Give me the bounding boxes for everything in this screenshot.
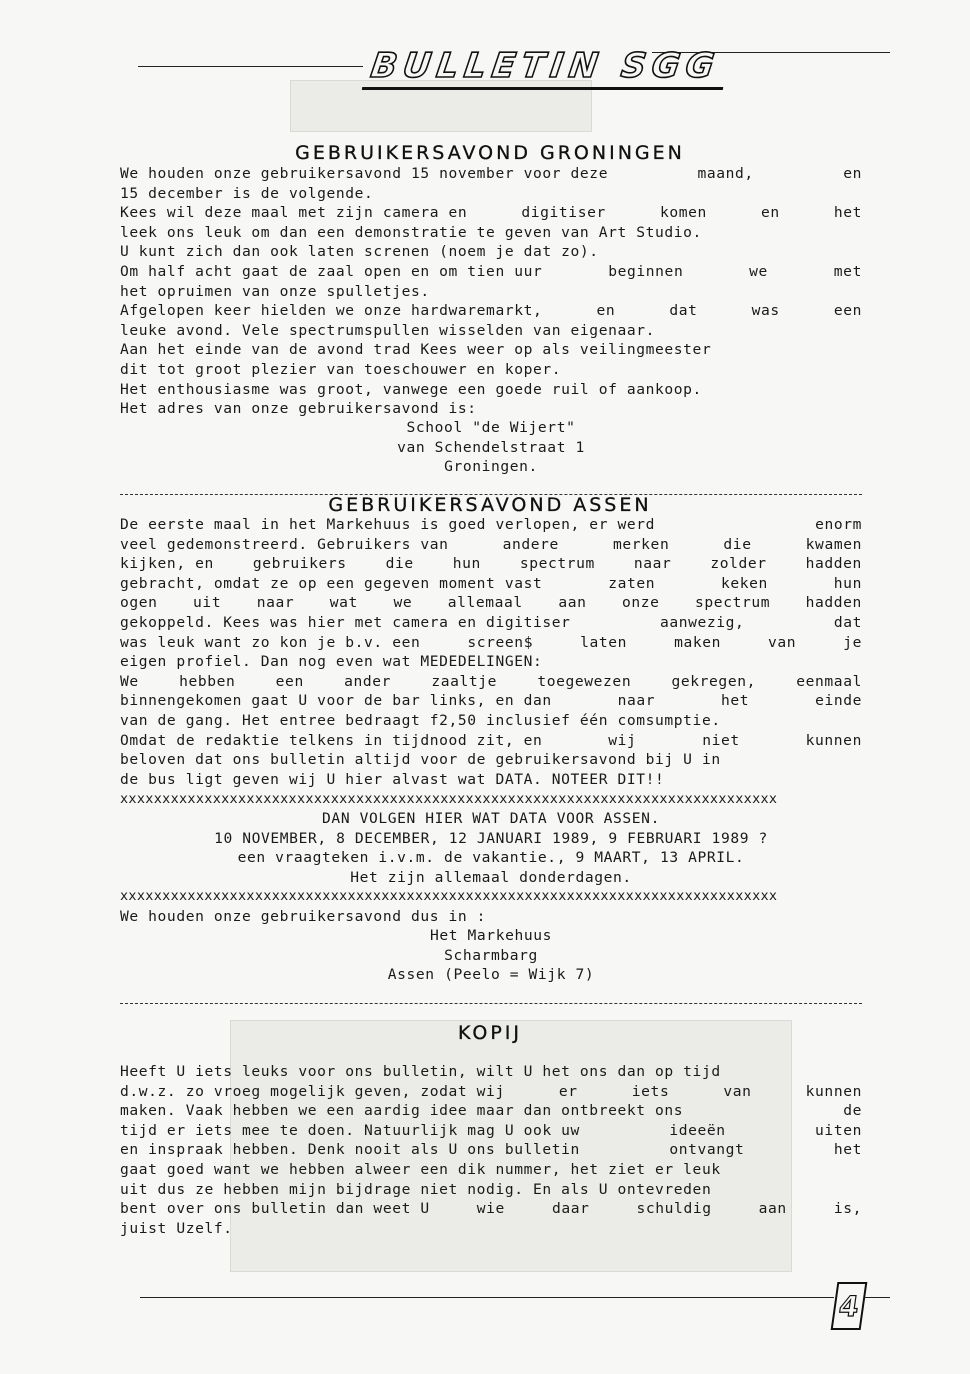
text-segment: met — [833, 262, 862, 280]
text-segment: aanwezig, — [659, 613, 745, 631]
text-line — [120, 1101, 862, 1121]
section-heading-groningen: GEBRUIKERSAVOND GRONINGEN — [295, 142, 685, 164]
text-line — [120, 1082, 862, 1102]
text-line: gaat goed want we hebben alweer een dik nummer, het ziet er leuk — [120, 1160, 721, 1178]
text-segment: een — [833, 302, 862, 320]
text-line: van de gang. Het entree bedraagt f2,50 inclusief één comsumptie. — [120, 711, 721, 729]
text-line — [120, 164, 862, 184]
text-segment: zaaltje — [431, 672, 498, 690]
text-segment: niet — [702, 731, 740, 749]
text-segment: er — [558, 1082, 578, 1100]
section-heading-assen: GEBRUIKERSAVOND ASSEN — [328, 494, 652, 516]
text-segment: onze — [621, 594, 660, 612]
text-segment: Kees wil deze maal met zijn camera en — [120, 204, 468, 222]
text-line — [120, 515, 862, 535]
text-segment: wat — [329, 594, 358, 612]
text-line: Scharmbarg — [444, 946, 538, 964]
text-line: U kunt zich dan ook laten screnen (noem je dat zo). — [120, 243, 599, 261]
text-segment: d.w.z. zo vroeg mogelijk geven, zodat wij — [120, 1082, 505, 1100]
text-segment: De eerste maal in het Markehuus is goed verlopen, er werd — [120, 516, 656, 533]
text-segment: einde — [815, 692, 862, 710]
text-segment: gekregen, — [671, 672, 756, 690]
text-line — [120, 672, 862, 692]
text-line — [120, 1121, 862, 1141]
text-segment: spectrum — [519, 555, 595, 573]
text-segment: spectrum — [695, 594, 771, 612]
text-line — [120, 613, 862, 633]
text-segment: zolder — [710, 555, 767, 573]
text-line: We houden onze gebruikersavond dus in : — [120, 908, 487, 925]
text-segment: naar — [633, 555, 672, 573]
text-segment: zaten — [608, 574, 656, 592]
intro-assen — [120, 907, 862, 927]
text-line: Het enthousiasme was groot, vanwege een goede ruil of aankoop. — [120, 380, 702, 398]
text-segment: komen — [659, 204, 707, 222]
text-segment: We houden onze gebruikersavond 15 november voor deze — [120, 165, 609, 182]
text-line — [120, 301, 862, 321]
text-line: 10 NOVEMBER, 8 DECEMBER, 12 JANUARI 1989, 9 FEBRUARI 1989 ? — [214, 829, 768, 847]
text-line: juist Uzelf. — [120, 1219, 233, 1237]
text-segment: toegewezen — [537, 672, 632, 690]
text-line: uit dus ze hebben mijn bijdrage niet nodig. En als U ontevreden — [120, 1180, 712, 1198]
text-segment: die — [723, 535, 752, 553]
text-line: Het adres van onze gebruikersavond is: — [120, 400, 477, 418]
text-line: School "de Wijert" — [406, 419, 576, 436]
text-segment: een — [275, 672, 304, 690]
text-segment: keken — [721, 574, 768, 592]
text-segment: het — [721, 692, 750, 710]
text-line: eigen profiel. Dan nog even wat MEDEDELINGEN: — [120, 653, 543, 671]
text-segment: was leuk want zo kon je b.v. een — [120, 633, 421, 651]
text-segment: iets — [631, 1082, 670, 1100]
dates-assen — [120, 809, 862, 887]
address-groningen — [120, 418, 862, 477]
text-segment: veel gedemonstreerd. Gebruikers van — [120, 535, 449, 553]
text-segment: daar — [551, 1200, 590, 1218]
text-segment: kunnen — [805, 731, 862, 749]
text-segment: is, — [833, 1200, 862, 1218]
text-line — [120, 691, 862, 711]
text-segment: van — [768, 633, 797, 651]
text-line: het opruimen van onze spulletjes. — [120, 282, 430, 300]
address-assen — [120, 926, 862, 985]
text-segment: maken — [674, 633, 721, 651]
text-segment: naar — [617, 692, 656, 710]
text-segment: Om half acht gaat de zaal open en om tien uur — [120, 262, 543, 280]
text-line: Het Markehuus — [429, 927, 553, 944]
text-segment: het — [833, 204, 862, 222]
text-segment: digitiser — [521, 204, 606, 222]
text-segment: ideeën — [669, 1121, 726, 1139]
text-line: 15 december is de volgende. — [120, 184, 374, 202]
text-segment: enorm — [815, 516, 862, 533]
text-segment: We — [120, 672, 139, 690]
text-segment: het — [833, 1141, 862, 1159]
text-segment: beginnen — [608, 262, 684, 280]
text-line: de bus ligt geven wij U hier alvast wat DATA. NOTEER DIT!! — [120, 770, 665, 788]
text-segment: en — [596, 302, 616, 320]
text-segment: aan — [558, 594, 587, 612]
text-segment: gekoppeld. Kees was hier met camera en digitiser — [120, 613, 571, 631]
text-segment: wie — [476, 1200, 505, 1218]
text-segment: wij — [608, 731, 637, 749]
x-row: xxxxxxxxxxxxxxxxxxxxxxxxxxxxxxxxxxxxxxxxxxxxxxxxxxxxxxxxxxxxxxxxxxxxxxxxxxxxxx — [120, 791, 778, 807]
text-line — [120, 1140, 862, 1160]
text-segment: van — [723, 1082, 752, 1100]
x-divider-bottom — [120, 887, 862, 907]
footer-rule — [140, 1297, 834, 1298]
x-row: xxxxxxxxxxxxxxxxxxxxxxxxxxxxxxxxxxxxxxxxxxxxxxxxxxxxxxxxxxxxxxxxxxxxxxxxxxxxxx — [120, 888, 778, 904]
text-line: Heeft U iets leuks voor ons bulletin, wilt U het ons dan op tijd — [120, 1063, 721, 1080]
text-line: Het zijn allemaal donderdagen. — [350, 868, 632, 886]
text-segment: eenmaal — [796, 672, 862, 690]
text-segment: naar — [256, 594, 295, 612]
text-line — [120, 554, 862, 574]
section-body-groningen — [120, 164, 862, 419]
text-segment: bent over ons bulletin dan weet U — [120, 1200, 430, 1218]
text-line: leek ons leuk om dan een demonstratie te geven van Art Studio. — [120, 223, 702, 241]
text-segment: we — [393, 594, 413, 612]
text-line: Groningen. — [444, 458, 538, 476]
text-segment: ontvangt — [669, 1141, 745, 1159]
text-segment: maand, — [697, 165, 754, 182]
text-segment: binnengekomen gaat U voor de bar links, en dan — [120, 692, 552, 710]
text-segment: hun — [452, 555, 481, 573]
text-segment: dat — [669, 302, 698, 320]
text-segment: tijd er iets mee te doen. Natuurlijk mag U ook uw — [120, 1121, 580, 1139]
text-segment: hun — [833, 574, 862, 592]
text-line — [120, 593, 862, 613]
text-segment: gebruikers — [252, 555, 347, 573]
page-number: 4 — [831, 1282, 868, 1330]
masthead-logo — [365, 46, 726, 88]
text-segment: andere — [502, 535, 559, 553]
x-divider-top — [120, 790, 862, 810]
text-line: DAN VOLGEN HIER WAT DATA VOOR ASSEN. — [322, 810, 660, 827]
text-segment: en inspraak hebben. Denk nooit als U ons bulletin — [120, 1141, 580, 1159]
text-segment: dat — [833, 613, 862, 631]
text-segment: hadden — [805, 594, 862, 612]
text-line: een vraagteken i.v.m. de vakantie., 9 MAART, 13 APRIL. — [237, 849, 745, 867]
masthead-rule-left — [138, 66, 363, 67]
text-segment: kunnen — [805, 1082, 862, 1100]
text-segment: we — [749, 262, 768, 280]
text-line — [120, 574, 862, 594]
text-line: beloven dat ons bulletin altijd voor de gebruikersavond bij U in — [120, 751, 721, 769]
text-line: Aan het einde van de avond trad Kees weer op als veilingmeester — [120, 341, 712, 359]
text-segment: was — [751, 302, 780, 320]
section-heading-kopij: KOPIJ — [457, 1022, 523, 1044]
text-segment: je — [843, 633, 862, 651]
text-line: dit tot groot plezier van toeschouwer en koper. — [120, 360, 562, 378]
text-segment: schuldig — [636, 1200, 712, 1218]
text-line: Assen (Peelo = Wijk 7) — [387, 966, 595, 984]
text-segment: kwamen — [805, 535, 862, 553]
text-segment: hadden — [805, 555, 862, 573]
text-segment: laten — [580, 633, 628, 651]
divider-2 — [120, 1003, 862, 1004]
text-segment: Afgelopen keer hielden we onze hardwaremarkt, — [120, 302, 543, 320]
text-segment: de — [843, 1102, 862, 1120]
text-segment: merken — [613, 535, 670, 553]
text-segment: uit — [193, 594, 222, 612]
text-line — [120, 731, 862, 751]
text-segment: hebben — [179, 672, 236, 690]
text-segment: en — [843, 165, 862, 182]
text-segment: screen$ — [467, 633, 534, 651]
text-segment: ander — [344, 672, 392, 690]
section-body-assen — [120, 515, 862, 789]
text-line — [120, 633, 862, 653]
text-line — [120, 535, 862, 555]
text-segment: kijken, en — [120, 555, 214, 573]
text-segment: uiten — [815, 1121, 862, 1139]
text-line — [120, 262, 862, 282]
text-segment: maken. Vaak hebben we een aardig idee maar dan ontbreekt ons — [120, 1102, 684, 1120]
text-segment: die — [385, 555, 414, 573]
text-line — [120, 1199, 862, 1219]
text-segment: Omdat de redaktie telkens in tijdnood zit, en — [120, 731, 543, 749]
text-segment: gebracht, omdat ze op een gegeven moment vast — [120, 574, 543, 592]
text-line — [120, 203, 862, 223]
text-line: leuke avond. Vele spectrumspullen wisselden van eigenaar. — [120, 321, 656, 339]
text-segment: allemaal — [447, 594, 523, 612]
text-segment: aan — [758, 1200, 787, 1218]
text-line: van Schendelstraat 1 — [397, 438, 585, 456]
masthead-title: BULLETIN SGG — [362, 45, 729, 90]
text-segment: en — [760, 204, 780, 222]
text-segment: ogen — [120, 594, 158, 612]
section-body-kopij — [120, 1062, 862, 1238]
